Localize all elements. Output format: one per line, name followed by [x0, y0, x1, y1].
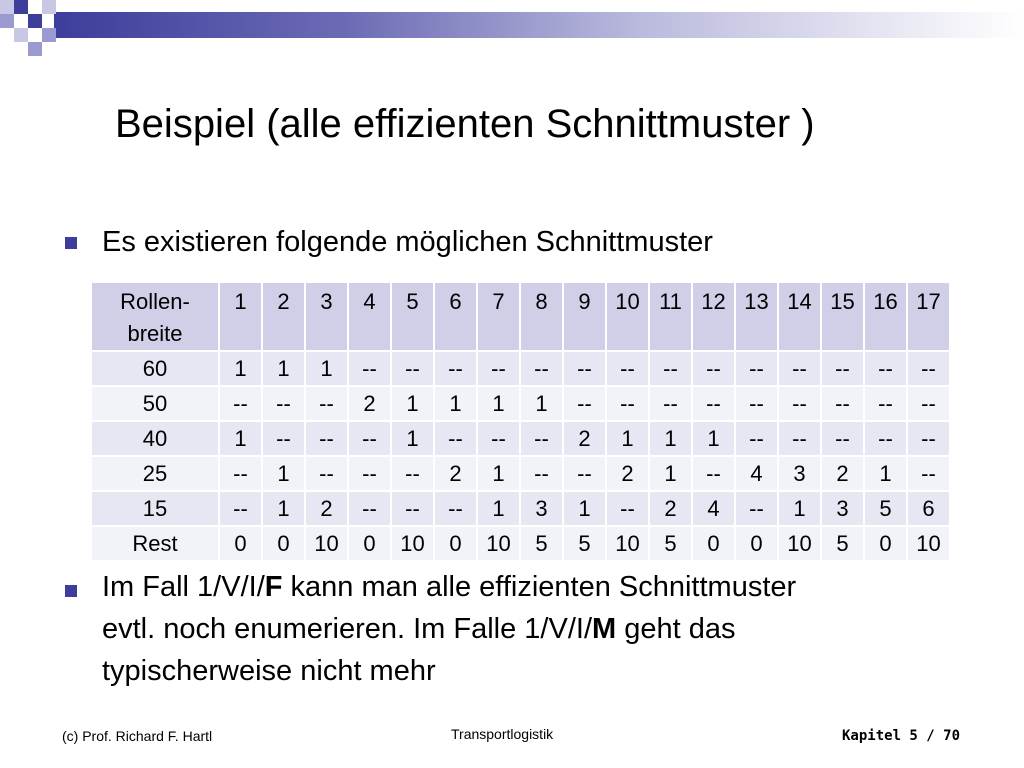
table-cell: --	[606, 491, 649, 526]
table-cell: --	[391, 456, 434, 491]
header-roll-width	[91, 282, 219, 351]
table-cell: 1	[520, 386, 563, 421]
table-cell: 1	[477, 456, 520, 491]
table-cell: --	[864, 351, 907, 386]
table-cell: 1	[391, 421, 434, 456]
footer-course: Transportlogistik	[451, 726, 554, 742]
table-cell: --	[907, 351, 950, 386]
table-cell: 5	[649, 526, 692, 561]
bullet-text-2-line-2	[102, 608, 796, 650]
table-cell: 0	[219, 526, 262, 561]
table-cell: --	[348, 456, 391, 491]
header-text: Rollen-	[120, 289, 190, 314]
table-row	[91, 456, 950, 491]
table-cell: 1	[778, 491, 821, 526]
header-gradient-bar	[54, 12, 1024, 38]
table-cell: --	[606, 386, 649, 421]
table-cell: --	[606, 351, 649, 386]
table-cell: --	[219, 386, 262, 421]
table-cell: --	[735, 386, 778, 421]
table-cell: 3	[778, 456, 821, 491]
table-cell: --	[735, 421, 778, 456]
table-cell: 10	[477, 526, 520, 561]
table-cell: 3	[821, 491, 864, 526]
table-cell: --	[821, 386, 864, 421]
table-cell: 1	[219, 421, 262, 456]
table-cell: 1	[219, 351, 262, 386]
table-row	[91, 421, 950, 456]
table-cell: --	[219, 456, 262, 491]
table-cell: --	[391, 351, 434, 386]
table-cell: --	[778, 421, 821, 456]
row-label: 40	[91, 421, 219, 456]
table-cell: --	[520, 421, 563, 456]
table-cell: --	[907, 421, 950, 456]
row-label: 50	[91, 386, 219, 421]
table-cell: 0	[434, 526, 477, 561]
header-pattern-number: 2	[262, 282, 305, 351]
table-cell: 5	[520, 526, 563, 561]
table-cell: --	[864, 421, 907, 456]
table-cell: 1	[305, 351, 348, 386]
table-cell: --	[348, 351, 391, 386]
text-segment: kann man alle effizienten Schnittmuster	[282, 571, 797, 603]
header-pattern-number: 14	[778, 282, 821, 351]
table-cell: 1	[606, 421, 649, 456]
header-pattern-number: 13	[735, 282, 778, 351]
table-cell: --	[563, 351, 606, 386]
table-row	[91, 526, 950, 561]
table-cell: --	[520, 351, 563, 386]
deco-square	[42, 28, 56, 42]
table-cell: 1	[649, 421, 692, 456]
table-cell: --	[477, 421, 520, 456]
header-pattern-number: 4	[348, 282, 391, 351]
table-cell: --	[563, 456, 606, 491]
table-cell: --	[907, 386, 950, 421]
table-cell: --	[477, 351, 520, 386]
table-cell: 10	[305, 526, 348, 561]
table-cell: 5	[821, 526, 864, 561]
bold-model-letter: F	[264, 571, 283, 603]
table-cell: 10	[391, 526, 434, 561]
table-cell: 0	[348, 526, 391, 561]
row-label: 25	[91, 456, 219, 491]
deco-square	[28, 42, 42, 56]
table-cell: 1	[262, 491, 305, 526]
header-pattern-number: 7	[477, 282, 520, 351]
header-pattern-number: 16	[864, 282, 907, 351]
header-pattern-number: 11	[649, 282, 692, 351]
table-cell: 3	[520, 491, 563, 526]
bold-model-letter: M	[592, 613, 617, 645]
deco-square	[0, 14, 14, 28]
bullet-text-2-line-1	[102, 566, 796, 608]
table-cell: --	[520, 456, 563, 491]
bullet-text-1: Es existieren folgende möglichen Schnittmuster	[102, 226, 713, 258]
table-cell: 10	[778, 526, 821, 561]
table-cell: --	[907, 456, 950, 491]
table-cell: 2	[305, 491, 348, 526]
table-cell: 1	[262, 351, 305, 386]
table-cell: --	[434, 351, 477, 386]
row-label: Rest	[91, 526, 219, 561]
text-segment: geht das	[616, 613, 736, 645]
table-row	[91, 491, 950, 526]
table-cell: 10	[907, 526, 950, 561]
table-cell: --	[348, 421, 391, 456]
header-pattern-number: 3	[305, 282, 348, 351]
table-cell: 1	[864, 456, 907, 491]
deco-square	[0, 0, 14, 14]
table-cell: 0	[262, 526, 305, 561]
table-cell: 6	[907, 491, 950, 526]
deco-square	[14, 0, 28, 14]
table-cell: 10	[606, 526, 649, 561]
table-cell: 0	[864, 526, 907, 561]
table-cell: 5	[864, 491, 907, 526]
table-cell: --	[305, 386, 348, 421]
table-cell: 2	[348, 386, 391, 421]
table-cell: --	[735, 491, 778, 526]
table-cell: --	[434, 491, 477, 526]
row-label: 60	[91, 351, 219, 386]
footer-page-number: Kapitel 5 / 70	[842, 728, 961, 744]
header-pattern-number: 17	[907, 282, 950, 351]
table-cell: --	[262, 386, 305, 421]
header-decoration	[0, 0, 1024, 60]
table-cell: --	[692, 351, 735, 386]
table-cell: --	[649, 351, 692, 386]
table-row	[91, 386, 950, 421]
table-cell: 2	[649, 491, 692, 526]
table-cell: 2	[434, 456, 477, 491]
header-pattern-number: 8	[520, 282, 563, 351]
table-cell: 1	[477, 491, 520, 526]
header-pattern-number: 5	[391, 282, 434, 351]
table-cell: 1	[692, 421, 735, 456]
footer-author: (c) Prof. Richard F. Hartl	[62, 728, 213, 744]
table-cell: --	[219, 491, 262, 526]
table-cell: --	[821, 421, 864, 456]
table-header-row	[91, 282, 950, 351]
table-cell: 4	[735, 456, 778, 491]
table-cell: --	[262, 421, 305, 456]
table-cell: --	[391, 491, 434, 526]
table-cell: 0	[692, 526, 735, 561]
header-pattern-number: 12	[692, 282, 735, 351]
table-cell: 4	[692, 491, 735, 526]
header-pattern-number: 10	[606, 282, 649, 351]
table-cell: 5	[563, 526, 606, 561]
table-row	[91, 351, 950, 386]
header-text: breite	[127, 321, 183, 346]
table-cell: --	[649, 386, 692, 421]
bullet-text-2	[102, 566, 796, 692]
row-label: 15	[91, 491, 219, 526]
table-cell: --	[348, 491, 391, 526]
table-cell: 2	[606, 456, 649, 491]
table-cell: 1	[391, 386, 434, 421]
table-cell: --	[563, 386, 606, 421]
table-cell: 2	[563, 421, 606, 456]
table-cell: 2	[821, 456, 864, 491]
table-cell: 1	[477, 386, 520, 421]
table-cell: --	[692, 456, 735, 491]
table-cell: --	[821, 351, 864, 386]
deco-square	[14, 28, 28, 42]
table-cell: 1	[563, 491, 606, 526]
table-cell: --	[864, 386, 907, 421]
deco-square	[28, 14, 42, 28]
table-cell: --	[305, 456, 348, 491]
bullet-square-icon	[65, 237, 77, 249]
table-cell: --	[692, 386, 735, 421]
table-cell: --	[735, 351, 778, 386]
header-pattern-number: 9	[563, 282, 606, 351]
header-pattern-number: 6	[434, 282, 477, 351]
table-cell: --	[778, 386, 821, 421]
cutting-pattern-table	[90, 281, 951, 562]
table-cell: 1	[649, 456, 692, 491]
text-segment: Im Fall 1/V/I/	[102, 571, 265, 603]
text-segment: evtl. noch enumerieren. Im Falle 1/V/I/	[102, 613, 592, 645]
header-pattern-number: 1	[219, 282, 262, 351]
header-pattern-number: 15	[821, 282, 864, 351]
table-cell: --	[778, 351, 821, 386]
deco-square	[42, 0, 56, 14]
slide-title: Beispiel (alle effizienten Schnittmuster )	[115, 102, 815, 146]
bullet-square-icon	[65, 585, 77, 597]
table-cell: 0	[735, 526, 778, 561]
table-cell: 1	[434, 386, 477, 421]
table-cell: --	[305, 421, 348, 456]
table-cell: --	[434, 421, 477, 456]
table-cell: 1	[262, 456, 305, 491]
bullet-text-2-line-3: typischerweise nicht mehr	[102, 655, 436, 687]
